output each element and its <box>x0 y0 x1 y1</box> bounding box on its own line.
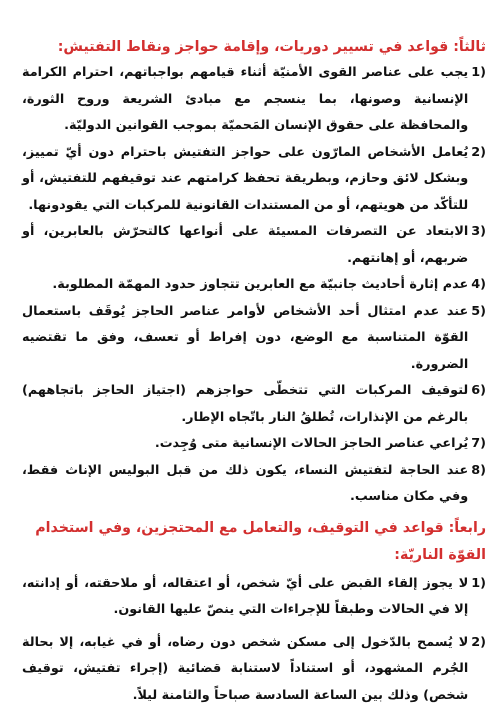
item-text: لتوقيف المركبات التي تتخطّى حواجزهم (اجتياز الحاجز باتجاههم) بالرغم من الإنذارات، تُطلقُ النار باتّجاه الإطار. <box>22 378 468 431</box>
item-text: يجب على عناصر القوى الأمنيّة أثناء قيامهم بواجباتهم، احترام الكرامة الإنسانية وصونها، بما ينسجم مع مبادئ الشريعة وروح الثورة، والمحافظة على حقوق الإنسان المَحميّة بموجب القوانين الدوليّة. <box>22 60 468 140</box>
list-item <box>22 431 486 458</box>
item-text: الابتعاد عن التصرفات المسيئة على أنواعها كالتحرّش بالعابرين، أو ضربهم، أو إهانتهم. <box>22 219 468 272</box>
item-number: 2) <box>471 630 486 657</box>
list-item <box>22 272 486 299</box>
item-number: 4) <box>471 272 486 299</box>
item-number: 1) <box>471 60 486 87</box>
item-text: يُعامل الأشخاص المارّون على حواجز التفتيش باحترام دون أيّ تمييز، وبشكل لائق وحازم، وبطريقة تحفظ كرامتهم عند توقيفهم للتفتيش، أو للتأكّد من هويتهم، أو من المستندات القانونية للمركبات التي يقودونها. <box>22 140 468 220</box>
item-number: 3) <box>471 219 486 246</box>
list-item <box>22 60 486 140</box>
section-4-heading: رابعاً: قواعد في التوقيف، والتعامل مع المحتجزين، وفي استخدام القوّة الناريّة: <box>22 515 486 569</box>
item-number: 2) <box>471 140 486 167</box>
item-number: 1) <box>471 571 486 598</box>
list-item <box>22 378 486 431</box>
section-3-list <box>22 60 486 511</box>
item-text: عدم إثارة أحاديث جانبيّة مع العابرين تتجاوز حدود المهمّة المطلوبة. <box>22 272 468 299</box>
item-text: لا يجوز إلقاء القبض على أيّ شخص، أو اعتقاله، أو ملاحقته، أو إدانته، إلا في الحالات وطبقاً للإجراءات التي ينصّ عليها القانون. <box>22 571 468 624</box>
list-item <box>22 571 486 624</box>
list-item <box>22 630 486 709</box>
item-number: 6) <box>471 378 486 405</box>
item-text: عند الحاجة لتفتيش النساء، يكون ذلك من قبل البوليس الإناث فقط، وفي مكان مناسب. <box>22 458 468 511</box>
item-text: يُراعي عناصر الحاجز الحالات الإنسانية متى وُجِدت. <box>22 431 468 458</box>
item-number: 7) <box>471 431 486 458</box>
list-item <box>22 140 486 220</box>
list-item <box>22 458 486 511</box>
item-number: 5) <box>471 299 486 326</box>
item-text: لا يُسمح بالدّخول إلى مسكن شخص دون رضاه، أو في غيابه، إلا بحالة الجُرم المشهود، أو استناداً لاستنابة قضائية (إجراء تفتيش، توقيف شخص) وذلك بين الساعة السادسة صباحاً والثامنة ليلاً. <box>22 630 468 709</box>
list-item <box>22 219 486 272</box>
item-text: عند عدم امتثال أحد الأشخاص لأوامر عناصر الحاجز يُوقَف باستعمال القوّة المتناسبة مع الوضع، دون إفراط أو تعسف، وفق ما تقتضيه الضرورة. <box>22 299 468 379</box>
section-4-list <box>22 571 486 709</box>
item-number: 8) <box>471 458 486 485</box>
section-3-heading: ثالثاً: قواعد في تسيير دوريات، وإقامة حواجز ونقاط التفتيش: <box>22 34 486 60</box>
list-item <box>22 299 486 379</box>
